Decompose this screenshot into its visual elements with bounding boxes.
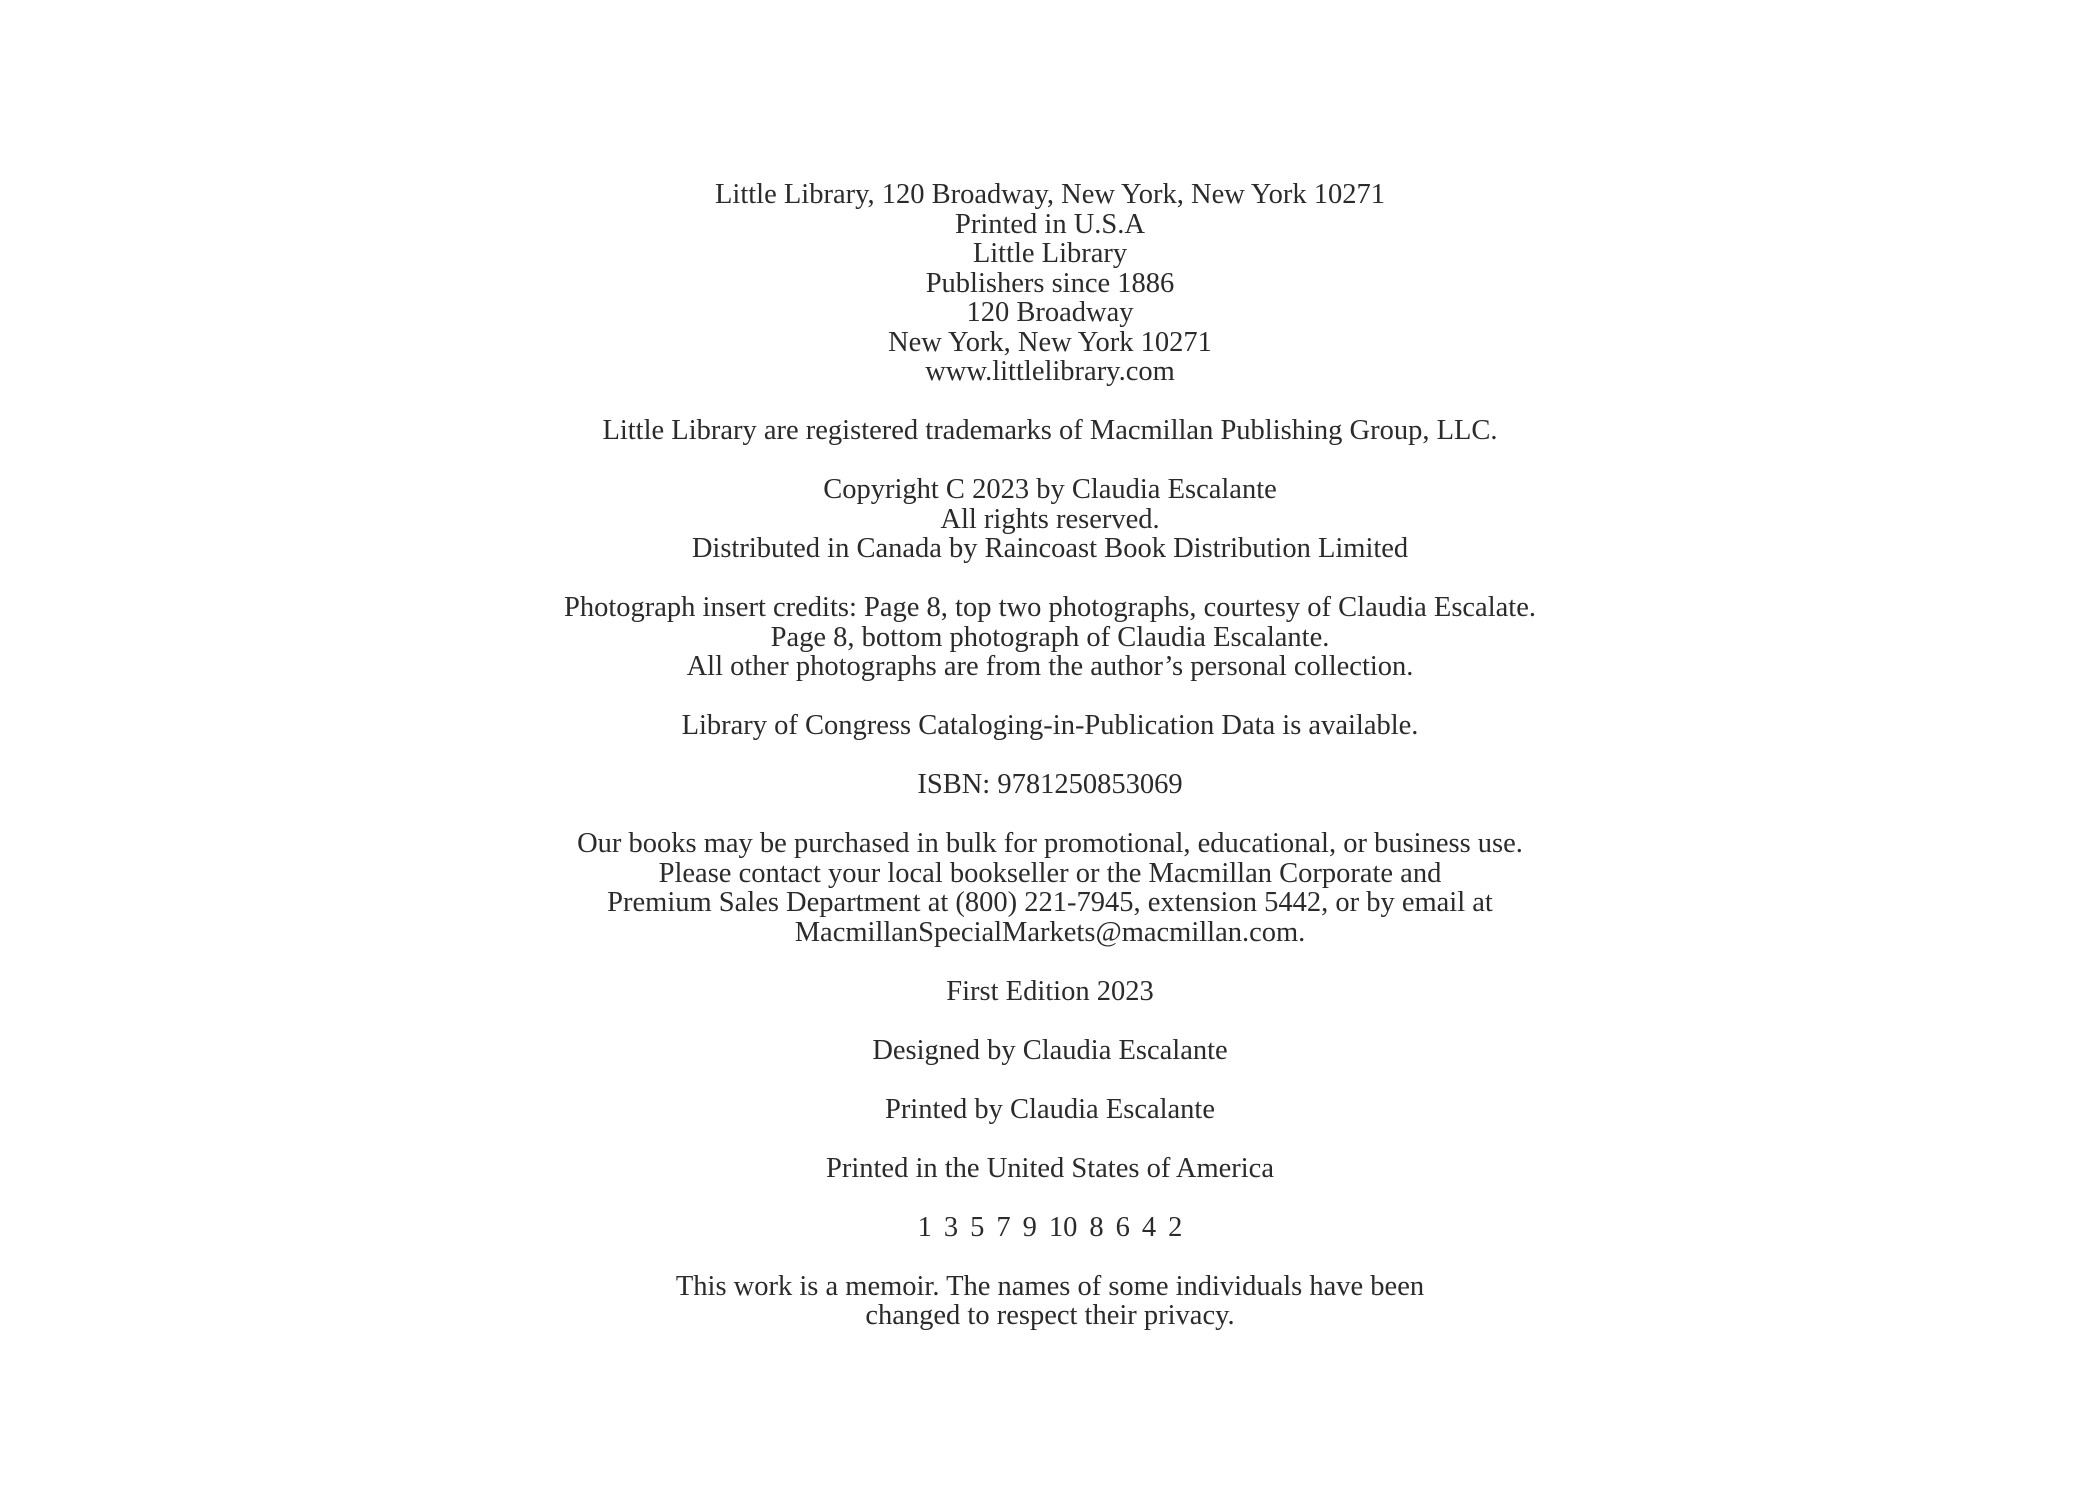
photo-credits-block — [0, 593, 2100, 682]
printing-number: 2 — [1168, 1211, 1183, 1243]
publisher-city: New York, New York 10271 — [888, 326, 1212, 358]
memoir-notice-block — [0, 1272, 2100, 1331]
distribution-line: Distributed in Canada by Raincoast Book Distribution Limited — [691, 533, 1409, 564]
publisher-address-line: Little Library, 120 Broadway, New York, New York 10271 — [715, 179, 1385, 210]
printer-block — [0, 1095, 2100, 1125]
edition-block — [0, 977, 2100, 1007]
cip-line: Library of Congress Cataloging-in-Publication Data is available. — [681, 710, 1419, 741]
printing-numbers-block — [0, 1213, 2100, 1243]
publisher-since: Publishers since 1886 — [925, 267, 1175, 299]
country-block — [0, 1154, 2100, 1184]
bulk-sales-line: Please contact your local bookseller or the Macmillan Corporate and — [658, 857, 1442, 889]
publisher-street: 120 Broadway — [966, 297, 1134, 328]
printing-number: 8 — [1089, 1211, 1104, 1243]
colophon-text — [0, 180, 2100, 1360]
bulk-sales-line: Premium Sales Department at (800) 221-7945, extension 5442, or by email at — [607, 887, 1493, 918]
printing-number: 1 — [917, 1211, 932, 1243]
printing-number: 5 — [970, 1211, 985, 1243]
designer-block — [0, 1036, 2100, 1066]
copyright-block — [0, 475, 2100, 564]
memoir-notice-line: changed to respect their privacy. — [865, 1300, 1235, 1331]
bulk-sales-line: Our books may be purchased in bulk for promotional, educational, or business use. — [577, 828, 1523, 859]
isbn-line: ISBN: 9781250853069 — [917, 769, 1183, 800]
printed-in-line: Printed in U.S.A — [954, 208, 1145, 240]
printing-number-line — [0, 1213, 2100, 1243]
publisher-name: Little Library — [972, 238, 1128, 269]
printing-number: 7 — [996, 1211, 1011, 1243]
photo-credit-line: Photograph insert credits: Page 8, top two photographs, courtesy of Claudia Escalate. — [564, 592, 1536, 623]
printer-line: Printed by Claudia Escalante — [884, 1093, 1216, 1125]
publisher-block — [0, 180, 2100, 387]
country-line: Printed in the United States of America — [826, 1152, 1274, 1184]
rights-line: All rights reserved. — [940, 503, 1160, 535]
printing-number: 6 — [1115, 1211, 1130, 1243]
bulk-sales-block — [0, 829, 2100, 947]
bulk-sales-email: MacmillanSpecialMarkets@macmillan.com. — [794, 916, 1306, 948]
printing-number: 10 — [1048, 1211, 1078, 1243]
trademark-line: Little Library are registered trademarks of Macmillan Publishing Group, LLC. — [602, 415, 1498, 446]
printing-number: 3 — [943, 1211, 959, 1243]
cip-block — [0, 711, 2100, 741]
printing-number: 4 — [1141, 1211, 1157, 1243]
edition-line: First Edition 2023 — [946, 975, 1154, 1007]
isbn-block — [0, 770, 2100, 800]
copyright-line: Copyright C 2023 by Claudia Escalante — [823, 474, 1277, 505]
designer-line: Designed by Claudia Escalante — [872, 1034, 1228, 1066]
photo-credit-line: Page 8, bottom photograph of Claudia Escalante. — [770, 621, 1330, 653]
publisher-website: www.littlelibrary.com — [925, 356, 1175, 387]
photo-credit-line: All other photographs are from the author’s personal collection. — [686, 651, 1414, 682]
printing-number: 9 — [1022, 1211, 1037, 1243]
memoir-notice-line: This work is a memoir. The names of some individuals have been — [675, 1270, 1425, 1302]
trademark-block — [0, 416, 2100, 446]
